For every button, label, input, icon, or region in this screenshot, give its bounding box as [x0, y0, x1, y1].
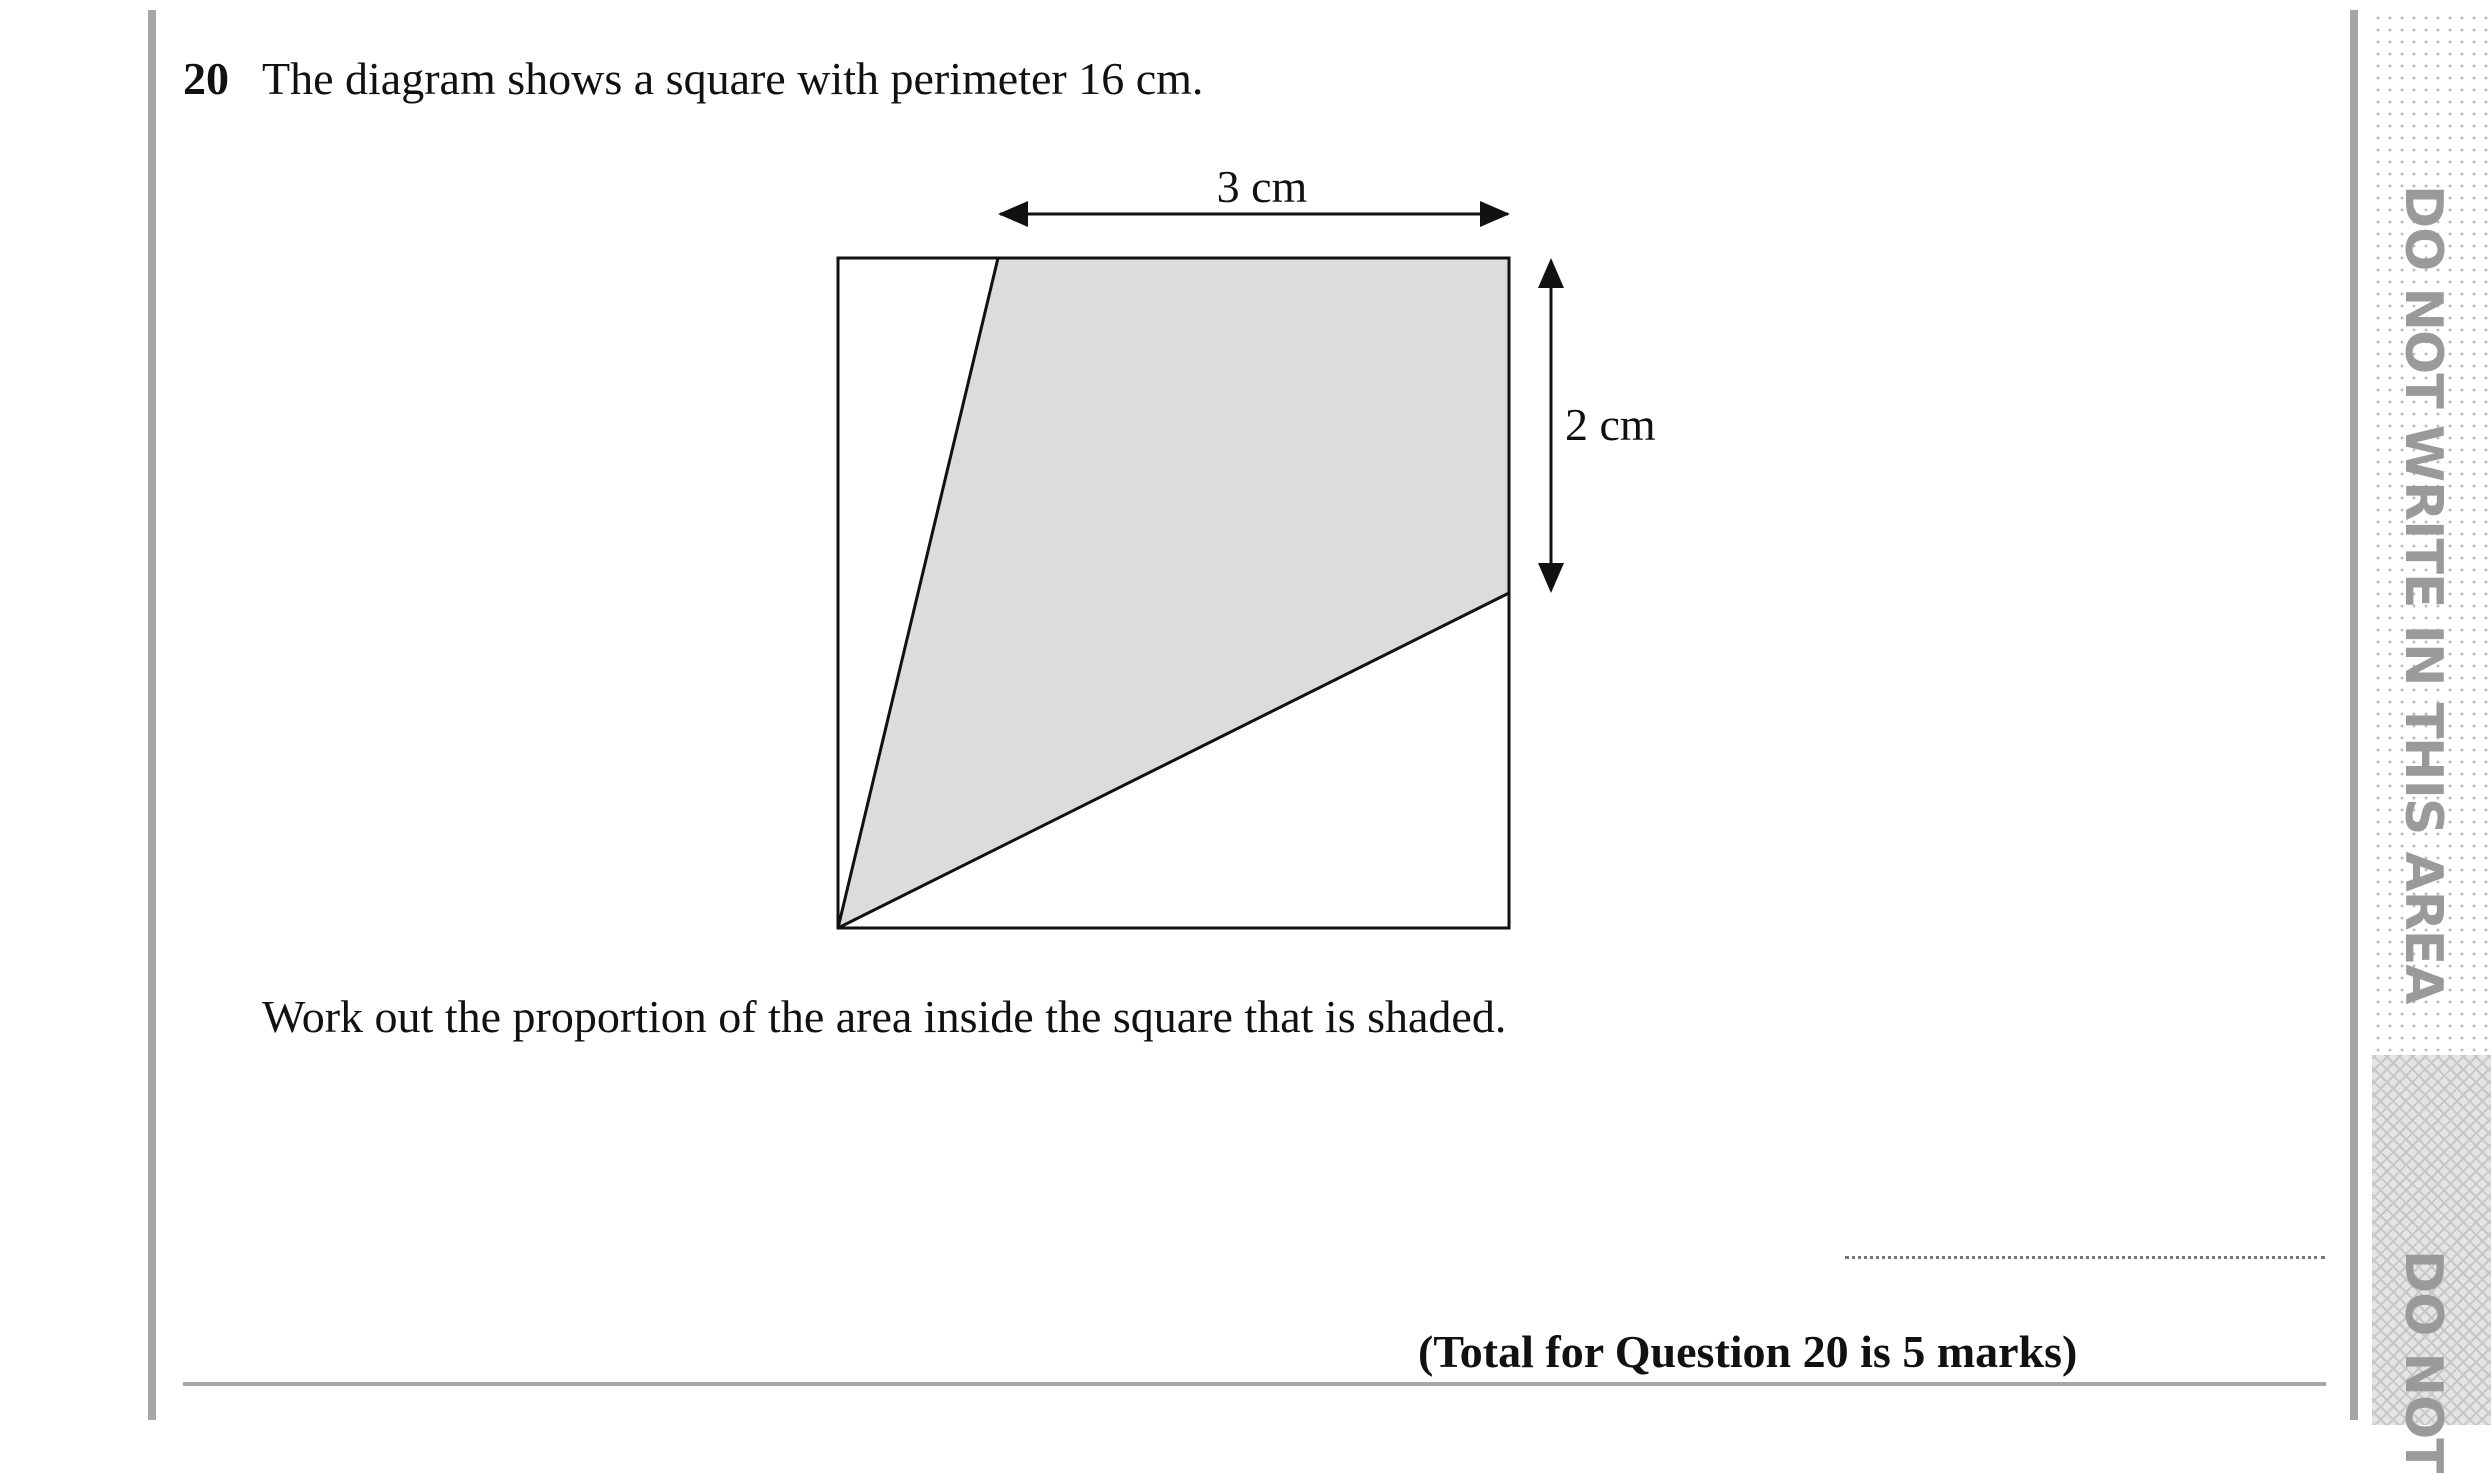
side-dimension-label: 2 cm — [1565, 399, 1656, 450]
side-arrowhead-bottom — [1538, 563, 1564, 593]
question-prompt: Work out the proportion of the area inside the square that is shaded. — [262, 991, 1507, 1042]
answer-line[interactable] — [1845, 1256, 2325, 1259]
top-arrowhead-left — [998, 201, 1028, 227]
question-number: 20 — [183, 53, 229, 104]
top-dimension-label: 3 cm — [1216, 161, 1308, 212]
question-total: (Total for Question 20 is 5 marks) — [1418, 1326, 2078, 1377]
top-arrowhead-right — [1480, 201, 1510, 227]
do-not-write-label-lower: DO NOT — [2393, 1250, 2453, 1473]
shaded-region — [838, 258, 1509, 928]
bottom-rule — [183, 1382, 2326, 1386]
side-arrowhead-top — [1538, 258, 1564, 288]
do-not-write-label: DO NOT WRITE IN THIS AREA — [2393, 185, 2453, 1004]
question-stem: The diagram shows a square with perimeter 16 cm. — [262, 53, 1204, 104]
